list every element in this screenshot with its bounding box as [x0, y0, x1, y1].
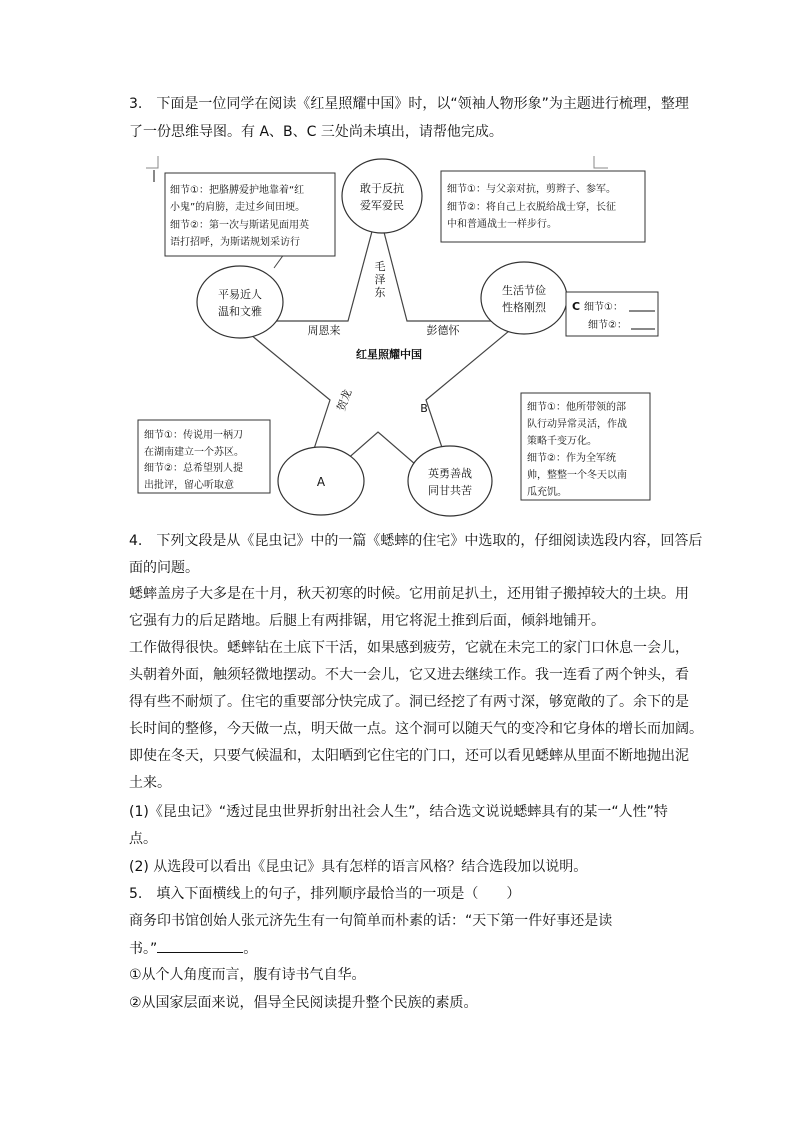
- q4-para2-line-6: 土来。: [129, 775, 171, 791]
- circle-left-text-1: 平易近人: [218, 288, 262, 301]
- box-bottom-right-line-3: 策略千变万化。: [527, 436, 597, 447]
- star-label-top-3: 东: [374, 286, 386, 299]
- box-bottom-left-line-2: 在湖南建立一个苏区。: [144, 447, 244, 458]
- q3-line-2: 了一份思维导图。有 A、B、C 三处尚未填出，请帮他完成。: [129, 124, 503, 140]
- q5-line-3: [129, 938, 257, 959]
- circle-top: [342, 159, 422, 233]
- q4-para1-line-1: 蟋蟀盖房子大多是在十月，秋天初寒的时候。它用前足扒土，还用钳子搬掉较大的土块。用: [129, 586, 689, 602]
- q4-para2-line-1: 工作做得很快。蟋蟀钻在土底下干活，如果感到疲劳，它就在未完工的家门口休息一会儿，: [129, 640, 689, 656]
- box-c-line-2: 细节②：: [588, 320, 627, 331]
- circle-right-text-2: 性格刚烈: [502, 301, 546, 314]
- q5-blank[interactable]: [157, 938, 243, 953]
- box-top-right-line-1: 细节①：与父亲对抗，剪辫子、参军。: [447, 184, 616, 195]
- q5-option-1: ①从个人角度而言，腹有诗书气自华。: [129, 967, 366, 983]
- star-label-bottom-right: B: [420, 402, 428, 415]
- q4-para2-line-4: 长时间的整修，今天做一点，明天做一点。这个洞可以随天气的变冷和它身体的增长而加阔。: [129, 721, 703, 737]
- q4-para2-line-5: 即使在冬天，只要气候温和，太阳晒到它住宅的门口，还可以看见蟋蟀从里面不断地抛出泥: [129, 748, 689, 764]
- box-top-left-line-1: 细节①：把胳膊爱护地靠着“红: [170, 185, 305, 196]
- q4-line-2: 面的问题。: [129, 560, 199, 576]
- circle-right: [481, 262, 567, 334]
- circle-left-text-2: 温和文雅: [218, 305, 262, 318]
- q4-line-1: 4. 下列文段是从《昆虫记》中的一篇《蟋蟀的住宅》中选取的，仔细阅读选段内容，回答后: [129, 533, 703, 549]
- q5-line-2: 商务印书馆创始人张元济先生有一句简单而朴素的话：“天下第一件好事还是读: [129, 913, 613, 929]
- circle-bottom-right: [408, 446, 492, 516]
- box-top-right-line-2: 细节②：将自己上衣脱给战士穿，长征: [447, 202, 616, 213]
- box-top-left-line-3: 细节②：第一次与斯诺见面用英: [170, 220, 309, 231]
- circle-left: [197, 266, 283, 338]
- box-bottom-right-line-4: 细节②：作为全军统: [527, 453, 616, 464]
- box-bottom-right-line-5: 帅，整整一个冬天以南: [527, 470, 627, 481]
- q4-para2-line-2: 头朝着外面，触须轻微地摆动。不大一会儿，它又进去继续工作。我一连看了两个钟头，看: [129, 667, 689, 683]
- box-top-left-line-4: 语打招呼，为斯诺规划采访行: [170, 237, 300, 248]
- q4-sub2: (2) 从选段可以看出《昆虫记》具有怎样的语言风格？结合选段加以说明。: [129, 859, 588, 875]
- q5-option-2: ②从国家层面来说，倡导全民阅读提升整个民族的素质。: [129, 995, 478, 1011]
- q3-line-1: 3. 下面是一位同学在阅读《红星照耀中国》时，以“领袖人物形象”为主题进行梳理，整理: [129, 96, 689, 112]
- circle-right-text-1: 生活节俭: [502, 284, 546, 297]
- q4-para1-line-2: 它强有力的后足踏地。后腿上有两排锯，用它将泥土推到后面，倾斜地铺开。: [129, 613, 605, 629]
- q5-line-3-after: 。: [243, 941, 258, 957]
- circle-bottom-right-text-2: 同甘共苦: [428, 484, 472, 497]
- mind-map-diagram: [0, 0, 794, 520]
- box-top-left-line-2: 小鬼”的肩膀，走过乡间田埂。: [170, 202, 306, 213]
- star-label-top-1: 毛: [374, 260, 386, 273]
- box-top-right-line-3: 中和普通战士一样步行。: [447, 219, 557, 230]
- q4-sub1-line-1: (1)《昆虫记》“透过昆虫世界折射出社会人生”，结合选文说说蟋蟀具有的某一“人性”特: [129, 804, 668, 820]
- box-c-line-1: 细节①：: [584, 302, 623, 313]
- circle-bottom-right-text-1: 英勇善战: [428, 467, 472, 480]
- circle-top-text-1: 敢于反抗: [360, 182, 404, 195]
- star-label-left: 周恩来: [307, 324, 341, 337]
- box-bottom-left-line-4: 出批评，留心听取意: [144, 480, 234, 491]
- star-label-right: 彭德怀: [426, 324, 460, 337]
- circle-top-text-2: 爱军爱民: [360, 199, 404, 212]
- q4-para2-line-3: 得有些不耐烦了。住宅的重要部分快完成了。洞已经挖了有两寸深，够宽敞的了。余下的是: [129, 694, 689, 710]
- star-center-title: 红星照耀中国: [356, 348, 422, 361]
- box-bottom-right-line-6: 瓜充饥。: [527, 487, 567, 498]
- circle-a-text: A: [316, 475, 326, 489]
- box-bottom-right-line-1: 细节①：他所带领的部: [527, 402, 626, 413]
- q5-line-3-before: 书。”: [129, 941, 158, 957]
- star-label-top-2: 泽: [374, 273, 386, 286]
- q5-line-1: 5. 填入下面横线上的句子，排列顺序最恰当的一项是（ ）: [129, 886, 521, 902]
- star-label-bottom-left: 贺龙: [334, 387, 355, 413]
- box-bottom-left-line-3: 细节②：总希望别人提: [144, 463, 243, 474]
- box-c-label: C: [572, 300, 581, 313]
- q4-sub1-line-2: 点。: [129, 831, 157, 847]
- box-bottom-left-line-1: 细节①：传说用一柄刀: [144, 430, 243, 441]
- box-bottom-right-line-2: 队行动异常灵活，作战: [527, 419, 627, 430]
